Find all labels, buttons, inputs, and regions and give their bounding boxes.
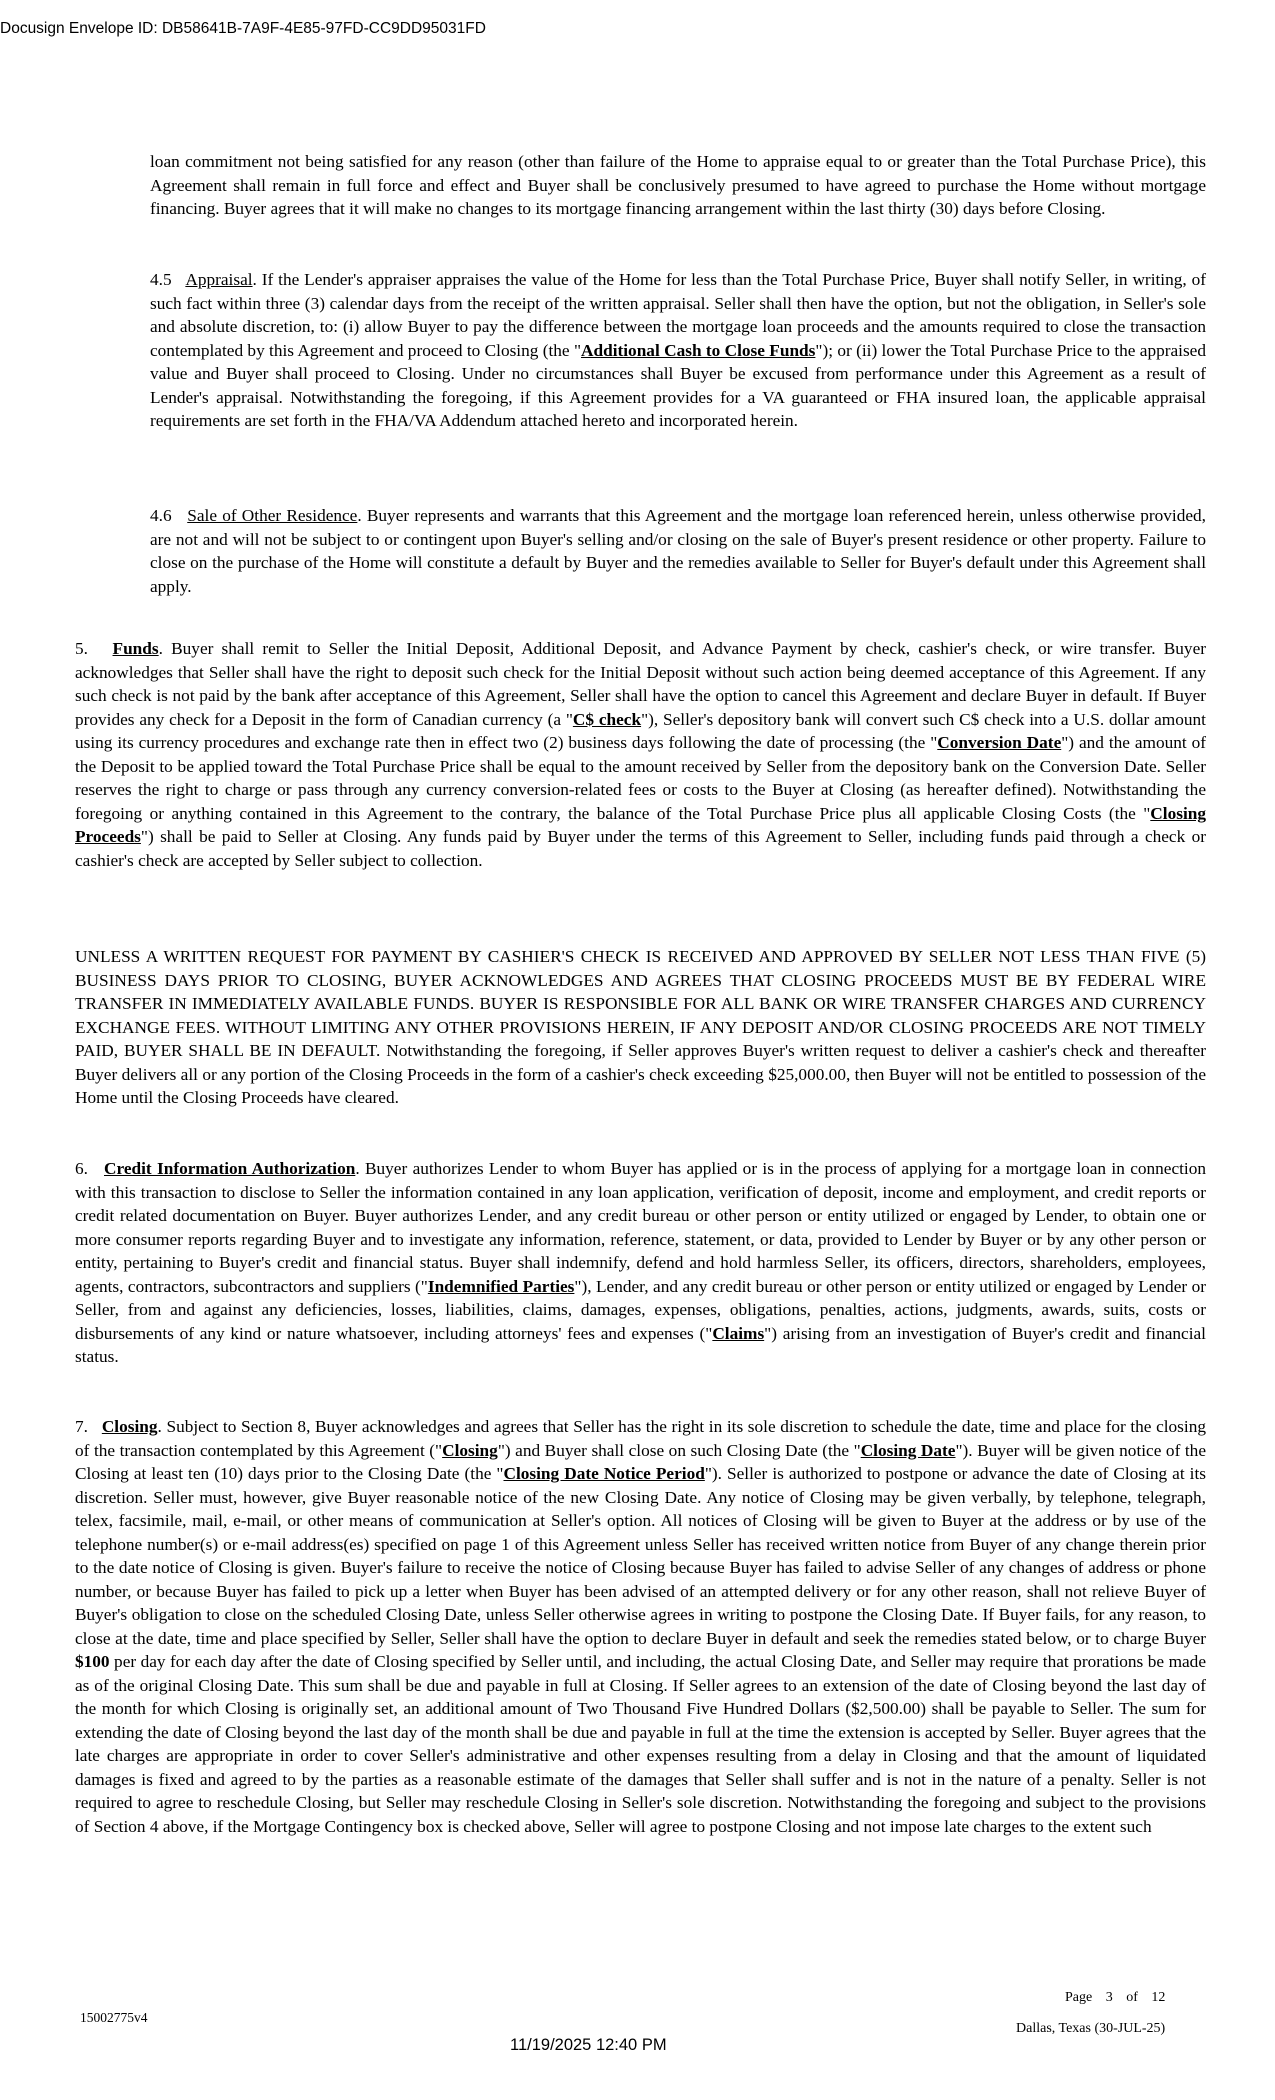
section-number: 4.6 [150,506,172,525]
docusign-envelope-id: Docusign Envelope ID: DB58641B-7A9F-4E85-97FD-CC9DD95031FD [0,20,486,37]
defined-term: Indemnified Parties [427,1276,575,1296]
page-number [1065,1990,1165,2006]
section-number: 6. [75,1159,88,1178]
defined-term: Closing [442,1440,498,1460]
late-charge-amount: $100 [75,1652,110,1671]
section-number: 5. [75,639,88,658]
signature-timestamp: 11/19/2025 12:40 PM [510,2036,667,2054]
defined-term: Closing Proceeds [75,803,1206,846]
section-number: 4.5 [150,270,172,289]
section-number: 7. [75,1417,88,1436]
document-code: 15002775v4 [80,2010,148,2025]
defined-term: Additional Cash to Close Funds [581,340,816,360]
defined-term: C$ check [572,709,642,729]
page-current: 3 [1105,1990,1113,2005]
section-title: Credit Information Authorization [104,1159,356,1178]
section-text: ") shall be paid to Seller at Closing. Any funds paid by Buyer under the terms of this Agreement to Seller, including funds paid through a check or cashier's check are accepted by Seller subject to collection. [75,827,1206,870]
section-title: Funds [112,639,159,658]
section-text: ") and Buyer shall close on such Closing Date (the " [497,1440,861,1460]
defined-term: Closing Date Notice Period [503,1464,705,1483]
section-text: . Buyer represents and warrants that this Agreement and the mortgage loan referenced herein, unless otherwise provided, are not and will not be subject to or contingent upon Buyer's selling and/or closing on the sale of Buyer's present residence or other property. Failure to close on the purchase of the Home will constitute a default by Buyer and the remedies available to Seller for Buyer's default under this Agreement shall apply. [150,506,1206,596]
section-text: ") arising from an investigation of Buyer's credit and financial status. [75,1323,1206,1366]
section-text: "). Seller is authorized to postpone or advance the date of Closing at its discretion. Seller must, however, give Buyer reasonable notice of the new Closing Date. Any notice of Closing may be given verbally, by telephone, telegraph, telex, facsimile, mail, e-mail, or other means of communication at Seller's option. All notices of Closing will be given to Buyer at the address or by use of the telephone number(s) or e-mail address(es) specified on page 1 of this Agreement unless Seller has received written notice from Buyer of any change therein prior to the date notice of Closing is given. Buyer's failure to receive the notice of Closing because Buyer has failed to advise Seller of any changes of address or phone number, or because Buyer has failed to pick up a letter when Buyer has been advised of an attempted delivery or for any other reason, shall not relieve Buyer of Buyer's obligation to close on the scheduled Closing Date, unless Seller otherwise agrees in writing to postpone the Closing Date. If Buyer fails, for any reason, to close at the date, time and place specified by Seller, Seller shall have the option to declare Buyer in default and seek the remedies stated below, or to charge Buyer [75,1464,1206,1648]
document-location-date: Dallas, Texas (30-JUL-25) [1016,2021,1166,2036]
paragraph-text: UNLESS A WRITTEN REQUEST FOR PAYMENT BY CASHIER'S CHECK IS RECEIVED AND APPROVED BY SELLER NOT LESS THAN FIVE (5) BUSINESS DAYS PRIOR TO CLOSING, BUYER ACKNOWLEDGES AND AGREES THAT CLOSING PROCEEDS MUST BE BY FEDERAL WIRE TRANSFER IN IMMEDIATELY AVAILABLE FUNDS. BUYER IS RESPONSIBLE FOR ALL BANK OR WIRE TRANSFER CHARGES AND CURRENCY EXCHANGE FEES. WITHOUT LIMITING ANY OTHER PROVISIONS HEREIN, IF ANY DEPOSIT AND/OR CLOSING PROCEEDS ARE NOT TIMELY PAID, BUYER SHALL BE IN DEFAULT. Notwithstanding the foregoing, if Seller approves Buyer's written request to deliver a cashier's check and thereafter Buyer delivers all or any portion of the Closing Proceeds in the form of a cashier's check exceeding $25,000.00, then Buyer will not be entitled to possession of the Home until the Closing Proceeds have cleared. [75,947,1206,1107]
section-6-credit-information-authorization [75,1157,1206,1369]
defined-term: Closing Date [860,1440,956,1460]
section-text: "); or (ii) lower the Total Purchase Price to the appraised value and Buyer shall proceed to Closing. Under no circumstances shall Buyer be excused from performance under this Agreement as a result of Lender's appraisal. Notwithstanding the foregoing, if this Agreement provides for a VA guaranteed or FHA insured loan, the applicable appraisal requirements are set forth in the FHA/VA Addendum attached hereto and incorporated herein. [150,340,1206,430]
section-text: . Subject to Section 8, Buyer acknowledges and agrees that Seller has the right in its sole discretion to schedule the date, time and place for the closing of the transaction contemplated by this Agreement (" [75,1417,1206,1460]
section-text: "). Buyer will be given notice of the Closing at least ten (10) days prior to the Closing Date (the " [75,1440,1206,1483]
section-text: per day for each day after the date of Closing specified by Seller until, and including, the actual Closing Date, and Seller may require that prorations be made as of the original Closing Date. This sum shall be due and payable in full at Closing. If Seller agrees to an extension of the date of Closing beyond the last day of the month for which Closing is originally set, an additional amount of Two Thousand Five Hundred Dollars ($2,500.00) shall be payable to Seller. The sum for extending the date of Closing beyond the last day of the month shall be due and payable in full at the time the extension is accepted by Seller. Buyer agrees that the late charges are appropriate in order to cover Seller's administrative and other expenses resulting from a delay in Closing and that the amount of liquidated damages is fixed and agreed to by the parties as a reasonable estimate of the damages that Seller shall suffer and is not in the nature of a penalty. Seller is not required to agree to reschedule Closing, but Seller may reschedule Closing in Seller's sole discretion. Notwithstanding the foregoing and subject to the provisions of Section 4 above, if the Mortgage Contingency box is checked above, Seller will agree to postpone Closing and not impose late charges to the extent such [75,1652,1206,1836]
section-4-6-sale-of-other-residence [150,504,1206,598]
section-5-funds [75,637,1206,872]
paragraph-text: loan commitment not being satisfied for any reason (other than failure of the Home to appraise equal to or greater than the Total Purchase Price), this Agreement shall remain in full force and effect and Buyer shall be conclusively presumed to have agreed to purchase the Home without mortgage financing. Buyer agrees that it will make no changes to its mortgage financing arrangement within the last thirty (30) days before Closing. [150,152,1206,218]
paragraph-continuation [150,150,1206,221]
section-text: "), Lender, and any credit bureau or other person or entity utilized or engaged by Lender or Seller, from and against any deficiencies, losses, liabilities, claims, damages, expenses, obligations, penalties, actions, judgments, awards, suits, costs or disbursements of any kind or nature whatsoever, including attorneys' fees and expenses (" [75,1276,1206,1343]
page-label: Page [1065,1990,1093,2005]
section-text: . If the Lender's appraiser appraises the value of the Home for less than the Total Purchase Price, Buyer shall notify Seller, in writing, of such fact within three (3) calendar days from the receipt of the written appraisal. Seller shall then have the option, but not the obligation, in Seller's sole and absolute discretion, to: (i) allow Buyer to pay the difference between the mortgage loan proceeds and the amounts required to close the transaction contemplated by this Agreement and proceed to Closing (the " [150,270,1206,360]
section-text: . Buyer authorizes Lender to whom Buyer has applied or is in the process of applying for a mortgage loan in connection with this transaction to disclose to Seller the information contained in any loan application, verification of deposit, income and employment, and credit reports or credit related documentation on Buyer. Buyer authorizes Lender, and any credit bureau or other person or entity utilized or engaged by Lender, to obtain one or more consumer reports regarding Buyer and to investigate any information, reference, statement, or data, provided to Lender by Buyer or by any other person or entity, pertaining to Buyer's credit and financial status. Buyer shall indemnify, defend and hold harmless Seller, its officers, directors, shareholders, employees, agents, contractors, subcontractors and suppliers (" [75,1159,1207,1296]
section-text: . Buyer shall remit to Seller the Initial Deposit, Additional Deposit, and Advance Payment by check, cashier's check, or wire transfer. Buyer acknowledges that Seller shall have the right to deposit such check for the Initial Deposit without such action being deemed acceptance of this Agreement. If any such check is not paid by the bank after acceptance of this Agreement, Seller shall have the option to cancel this Agreement and declare Buyer in default. If Buyer provides any check for a Deposit in the form of Canadian currency (a " [75,639,1206,729]
payment-notice-paragraph [75,945,1206,1110]
defined-term: Conversion Date [937,733,1062,752]
page-total: 12 [1151,1990,1166,2005]
section-7-closing [75,1415,1206,1838]
section-4-5-appraisal [150,268,1206,433]
section-title: Appraisal [185,270,253,289]
page-of: of [1126,1990,1138,2005]
section-text: "), Seller's depository bank will convert such C$ check into a U.S. dollar amount using its currency procedures and exchange rate then in effect two (2) business days following the date of processing (the " [75,709,1206,752]
section-text: ") and the amount of the Deposit to be applied toward the Total Purchase Price shall be equal to the amount received by Seller from the depository bank on the Conversion Date. Seller reserves the right to charge or pass through any currency conversion-related fees or costs to the Buyer at Closing (as hereafter defined). Notwithstanding the foregoing or anything contained in this Agreement to the contrary, the balance of the Total Purchase Price plus all applicable Closing Costs (the " [75,733,1206,823]
section-title: Sale of Other Residence [187,506,358,525]
defined-term: Claims [712,1323,765,1343]
section-title: Closing [101,1417,158,1436]
